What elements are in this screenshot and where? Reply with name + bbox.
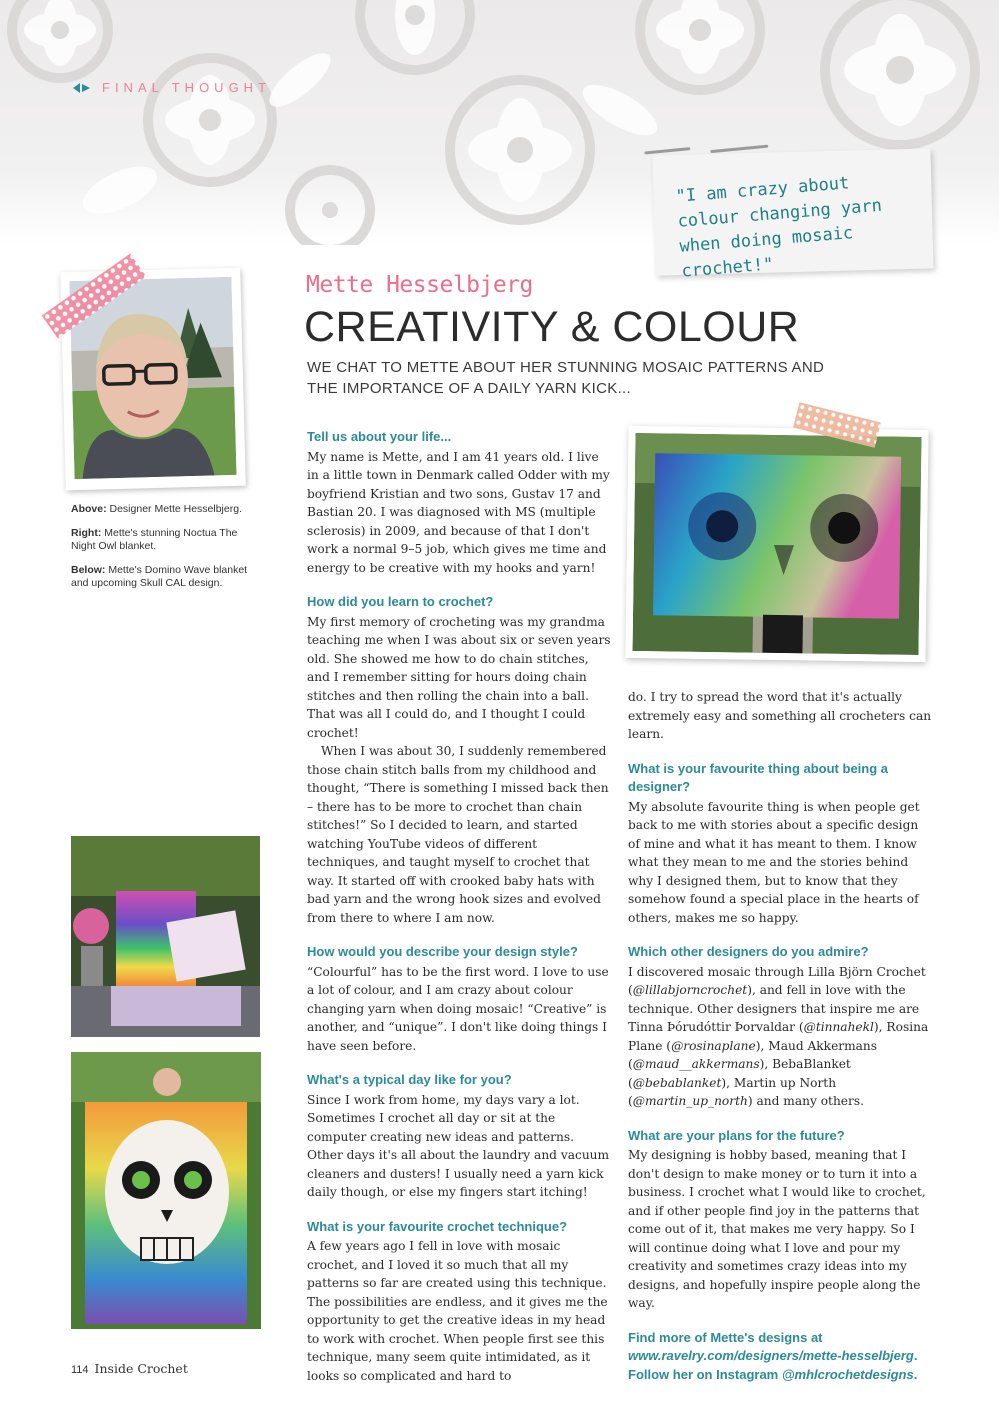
q-day-heading: What's a typical day like for you? [307, 1072, 512, 1087]
skull-image [71, 1052, 261, 1329]
q-future-answer: My designing is hobby based, meaning that I don't design to make money or to turn it into a business. I crochet what I would like to crochet, and if other people find joy in the patterns that come out of it, that makes me very happy. So I will continue doing what I love and pour my creativity and sometimes crazy ideas into my designs, and hopefully inspire people along the way. [628, 1148, 926, 1310]
q-life-answer: My name is Mette, and I am 41 years old. I live in a little town in Denmark called Odder with my boyfriend Kristian and two sons, Gustav 17 and Bastian 20. I was diagnosed with MS (multiple sclerosis) in 2009, and because of that I don't work a normal 9–5 job, which gives me time and energy to be creative with my hooks and yarn! [307, 449, 610, 575]
ravelry-link[interactable]: www.ravelry.com/designers/mette-hesselbjerg [628, 1348, 914, 1363]
admire-text: ) and many others. [747, 1094, 864, 1108]
instagram-link[interactable]: @mhlcrochetdesigns [781, 1366, 914, 1382]
q-learn-answer-2: When I was about 30, I suddenly remembered those chain stitch balls from my childhood and thought, “There is something I missed back then – there has to be more to crochet than chain stitches!” So I decided to learn, and started watching YouTube videos of different techniques, and taught myself to crochet that way. It started off with crooked baby hats with bad yarn and the wrong hook sizes and evolved from there to where I am now. [307, 744, 609, 925]
publication-name: Inside Crochet [94, 1361, 188, 1376]
article-title: CREATIVITY & COLOUR [304, 303, 800, 351]
instagram-handle: @rosinaplane [671, 1038, 756, 1053]
author-name: Mette Hesselbjerg [306, 272, 533, 298]
article-column-left [307, 428, 612, 1385]
instagram-handle: @bebablanket [632, 1075, 722, 1090]
article-column-right [628, 688, 933, 1384]
caption-below [71, 564, 256, 591]
admire-text: I discovered mosaic through Lilla Björn Crochet ( [628, 964, 926, 997]
q-future-heading: What are your plans for the future? [628, 1127, 845, 1143]
pull-quote-card [652, 148, 933, 282]
find-more-callout [628, 1329, 933, 1385]
q-style-heading: How would you describe your design style? [307, 944, 578, 959]
q-admire-heading: Which other designers do you admire? [628, 944, 869, 959]
caption-lead: Right: [71, 526, 102, 539]
q-learn-answer-1: My first memory of crocheting was my grandma teaching me when I was about six or seven years old. She showed me how to do chain stitches, and I remember sitting for hours doing chain stitches and then rolling the chain into a ball. That was all I could do, and I thought I could crochet! [307, 614, 611, 740]
q-technique-heading: What is your favourite crochet technique? [307, 1218, 568, 1234]
domino-wave-image [71, 836, 260, 1037]
caption-text: Designer Mette Hesselbjerg. [106, 503, 242, 515]
section-label: FINAL THOUGHT [102, 80, 272, 95]
caption-text: Mette's stunning Noctua The Night Owl blanket. [71, 526, 238, 552]
caption-above [71, 503, 256, 517]
caption-lead: Above: [71, 503, 107, 515]
caption-lead: Below: [71, 563, 106, 576]
domino-wave-blanket-photo [71, 836, 260, 1037]
instagram-handle: @tinnahekl [803, 1020, 874, 1034]
skull-blanket-photo [71, 1052, 261, 1329]
caption-right [71, 527, 256, 554]
owl-blanket-photo-frame [625, 426, 928, 662]
q-life-heading: Tell us about your life... [307, 429, 452, 444]
page-number: 114 [71, 1364, 89, 1376]
standfirst: WE CHAT TO METTE ABOUT HER STUNNING MOSAIC PATTERNS AND THE IMPORTANCE OF A DAILY YARN KICK... [307, 359, 825, 397]
find-more-text: . [913, 1366, 918, 1382]
q-designer-heading: What is your favourite thing about being a designer? [628, 760, 889, 794]
owl-blanket-photo [632, 433, 921, 655]
instagram-handle: @maud__akkermans [632, 1057, 760, 1071]
admire-text: ), and fell in love with the technique. Other designers that inspire me are Tinna Þórudóttir Þorvaldar ( [628, 983, 920, 1034]
instagram-handle: @martin_up_north [632, 1094, 748, 1108]
q-designer-answer: My absolute favourite thing is when people get back to me with stories about a specific design of mine and what it has meant to them. I know what they mean to me and the stories behind why I designed them, but to know that they somehow found a special place in the hearts of others, makes me so happy. [628, 799, 920, 925]
q-technique-answer: A few years ago I fell in love with mosaic crochet, and I loved it so much that all my patterns so far are created using this technique. The possibilities are endless, and it gives me the opportunity to get the creative ideas in my head to work with crochet. When people first see this technique, many seem quite intimidated, as it looks so complicated and hard to [307, 1239, 608, 1383]
admire-text: ), Maud Akkermans ( [628, 1038, 878, 1071]
double-arrow-icon [72, 82, 92, 94]
find-more-text: . Follow her on Instagram [628, 1348, 918, 1382]
admire-text: ), Martin up North ( [628, 1075, 837, 1108]
pull-quote-text: "I am crazy about colour changing yarn when doing mosaic crochet!" [674, 173, 883, 282]
photo-captions [71, 503, 256, 601]
admire-text: ), Rosina Plane ( [628, 1020, 929, 1053]
page-footer [71, 1361, 188, 1376]
section-tag [72, 80, 271, 95]
q-technique-answer-continued: do. I try to spread the word that it's actually extremely easy and something all crocheters can learn. [628, 690, 932, 741]
instagram-handle: @lillabjorncrochet [632, 983, 748, 997]
q-admire-answer [628, 963, 933, 1111]
q-day-answer: Since I work from home, my days vary a lot. Sometimes I crochet all day or sit at the computer creating new ideas and patterns. Other days it's all about the laundry and vacuum cleaners and dusters! I usually need a yarn kick daily though, or else my fingers start itching! [307, 1092, 610, 1199]
find-more-text: Find more of Mette's designs at [628, 1329, 823, 1345]
caption-text: Mette's Domino Wave blanket and upcoming Skull CAL design. [71, 563, 248, 589]
q-learn-heading: How did you learn to crochet? [307, 594, 494, 609]
admire-text: ), BebaBlanket ( [628, 1057, 851, 1090]
q-style-answer: “Colourful” has to be the first word. I love to use a lot of colour, and I am crazy about colour changing yarn when doing mosaic! “Creative” is another, and “unique”. I don't like doing things I have seen before. [307, 964, 609, 1053]
